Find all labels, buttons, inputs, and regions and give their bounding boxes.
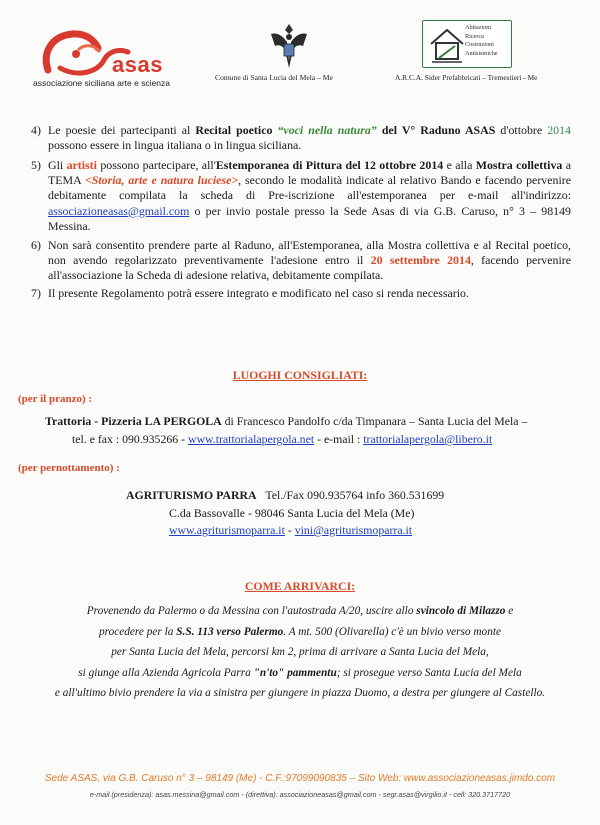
pranzo-label: (per il pranzo) :: [18, 393, 93, 405]
rule-text: [48, 286, 571, 301]
arca-line: Abitazioni: [465, 24, 492, 31]
text-segment: possono essere in lingua italiana o in lingua siciliana.: [48, 138, 302, 153]
pernottamento-label: (per pernottamento) :: [18, 462, 120, 474]
text-segment: “voci nella natura”: [272, 123, 377, 137]
text-segment: Recital poetico: [195, 123, 273, 137]
rule-6: [31, 238, 571, 284]
text-segment: e all'ultimo bivio prendere la via a sinistra per giungere in piazza Duomo, a destra per giungere al Castello.: [54, 687, 546, 700]
arca-line: Costruzioni: [465, 41, 494, 49]
footer-address: Sede ASAS, via G.B. Caruso n° 3 – 98149 (Me) - C.F.:97099090835 – Sito Web: www.associazioneasas.jimdo.com: [44, 773, 556, 784]
parra-web-link[interactable]: www.agriturismoparra.it: [169, 523, 285, 537]
comune-crest-icon: [265, 20, 313, 72]
pergola-email-link[interactable]: trattorialapergola@libero.it: [363, 432, 493, 446]
text-segment: Estemporanea di Pittura del 12 ottobre 2014: [215, 158, 444, 172]
text-segment: procedere per la: [98, 625, 177, 638]
pergola-line: [45, 414, 527, 429]
rule-text: [48, 238, 571, 284]
text-segment: o per invio postale presso la Sede Asas di via G.B. Caruso, n° 3 – 98149 Messina.: [48, 203, 571, 233]
arrivo-line: [40, 663, 560, 684]
parra-tel: Tel./Fax 090.935764 info 360.531699: [265, 488, 445, 502]
text-segment: ; si prosegue verso Santa Lucia del Mela: [336, 666, 522, 679]
arrivo-title: COME ARRIVARCI:: [244, 579, 356, 593]
rule-5: [31, 158, 571, 234]
parra-links: [169, 523, 412, 538]
parra-line: [126, 488, 444, 503]
text-segment: 20 settembre 2014: [370, 253, 471, 268]
text-segment: "n'to" pammentu: [253, 666, 337, 679]
text-segment: Gli: [48, 158, 67, 172]
text-segment: <Storia, arte e natura luciese>: [84, 173, 239, 188]
text-segment: del V° Raduno ASAS: [376, 123, 496, 137]
pergola-name: Trattoria - Pizzeria LA PERGOLA: [45, 414, 222, 428]
text-segment: Mostra collettiva: [475, 158, 563, 172]
asas-tagline: associazione siciliana arte e scienza: [33, 78, 171, 88]
text-segment: S.S. 113 verso Palermo: [176, 625, 284, 638]
pergola-tel: tel. e fax : 090.935266 -: [72, 432, 186, 446]
arrivo-line: [40, 642, 560, 663]
text-segment: si giunge alla Azienda Agricola Parra: [78, 666, 254, 679]
text-segment: , secondo le modalità indicate al relativo Bando e facendo pervenire debitamente compilata la scheda di Pre-iscrizione all'estemporanea per e-mail all'indirizzo:: [48, 173, 571, 203]
comune-label: Comune di Santa Lucia del Mela – Me: [215, 73, 333, 82]
arca-house-icon: [427, 24, 467, 64]
text-segment: per Santa Lucia del Mela, percorsi km 2, prima di arrivare a Santa Lucia del Mela,: [111, 646, 489, 659]
text-segment: e alla: [443, 158, 476, 172]
pergola-web-link[interactable]: www.trattorialapergola.net: [187, 432, 315, 446]
parra-name: AGRITURISMO PARRA: [126, 488, 257, 502]
rule-7: [31, 286, 571, 301]
text-segment: Le poesie dei partecipanti al: [48, 123, 196, 137]
text-segment: Provenendo da Palermo o da Messina con l'autostrada A/20, uscire allo: [86, 605, 417, 617]
parra-separator: -: [287, 523, 292, 537]
rule-number: 6): [31, 238, 41, 252]
text-segment: d'ottobre: [495, 123, 548, 137]
rule-number: 7): [31, 286, 41, 300]
footer-contacts: e-mail (presidenza): asas.messina@gmail.com - (direttiva): associazioneasas@gmail.com - segr.asas@virgilio.it - cell: 320.3717720: [89, 790, 511, 799]
text-segment: artisti: [66, 158, 97, 172]
text-segment: svincolo di Milazzo: [416, 605, 506, 617]
text-segment: . A mt. 500 (Olivarella) c'è un bivio verso monte: [283, 625, 502, 638]
pergola-address: di Francesco Pandolfo c/da Timpanara – Santa Lucia del Mela –: [224, 414, 528, 428]
arca-line: Antisismiche: [465, 49, 498, 57]
text-segment: , facendo pervenire all'associazione la Scheda di adesione relativa, debitamente compilata.: [48, 253, 571, 283]
text-segment: possono partecipare, all': [96, 158, 216, 172]
pergola-contacts: [72, 432, 492, 447]
luoghi-title: LUOGHI CONSIGLIATI:: [232, 368, 368, 382]
text-segment: e: [505, 605, 514, 617]
parra-email-link[interactable]: vini@agriturismoparra.it: [294, 523, 413, 537]
rule-text: [48, 158, 571, 234]
parra-address: C.da Bassovalle - 98046 Santa Lucia del Mela (Me): [169, 506, 415, 520]
text-segment: Non sarà consentito prendere parte al Raduno, all'Estemporanea, alla Mostra collettiva e al Recital poetico, non avendo regolarizzato preventivamente l'adesione entro il: [48, 238, 571, 268]
arrivo-line: [40, 622, 560, 643]
rule-4: [31, 123, 571, 153]
arrivo-line: [40, 601, 560, 622]
text-segment: Il presente Regolamento potrà essere integrato e modificato nel caso si renda necessario.: [48, 286, 469, 300]
inline-link[interactable]: associazioneasas@gmail.com: [48, 203, 190, 218]
rule-number: 5): [31, 158, 41, 172]
arca-line: Ricerca: [465, 32, 484, 40]
arrivo-paragraph: [40, 601, 560, 704]
text-segment: 2014: [547, 123, 571, 137]
asas-wordmark: asas: [112, 52, 163, 77]
text-segment: a TEMA: [48, 158, 571, 188]
rule-number: 4): [31, 123, 41, 137]
pergola-email-label: - e-mail :: [317, 432, 361, 446]
arrivo-line: [40, 683, 560, 704]
rule-text: [48, 123, 571, 153]
arca-lines: [465, 24, 498, 58]
arca-caption: A.R.C.A. Sider Prefabbricati – Tremestieri - Me: [395, 73, 538, 82]
